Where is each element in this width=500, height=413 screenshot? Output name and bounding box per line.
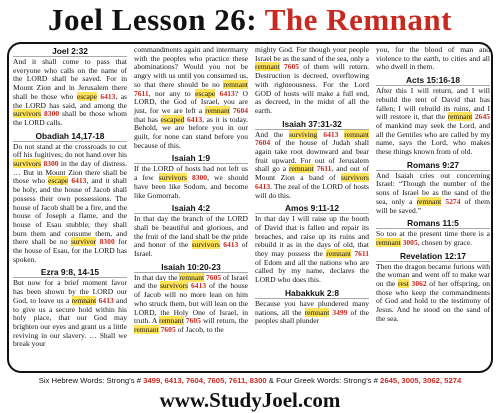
passage-text: If the LORD of hosts had not left us a few survivors 8300, we should have been like Sodom, and become like Gomorrah. <box>134 164 249 200</box>
strongs-number: 7605 <box>185 316 201 326</box>
passage-reference: Ezra 9:8, 14-15 <box>13 267 127 278</box>
passage-text: In that day the branch of the LORD shall be beautiful and glorious, and the fruit of the land shall be the pride and honor of the survivors 6413 of Israel. <box>134 214 248 259</box>
strongs-number: 6413 <box>98 295 114 305</box>
lesson-title <box>0 3 500 37</box>
highlighted-keyword: survivors <box>340 173 369 183</box>
column-2 <box>134 46 248 338</box>
highlighted-keyword: remnant <box>205 105 230 115</box>
strongs-number: 7605 <box>206 272 222 282</box>
highlighted-keyword: escaped <box>160 114 185 124</box>
passage-reference: Amos 9:11-12 <box>255 203 369 214</box>
passage-block <box>376 251 490 324</box>
strongs-number: 3499 <box>332 307 348 317</box>
strongs-number: 3005 <box>402 237 418 247</box>
strongs-number: 7611 <box>134 88 149 98</box>
highlighted-keyword: remnant <box>416 196 442 206</box>
strongs-number: 2645 <box>474 112 490 122</box>
passage-reference: Habakkuk 2:8 <box>255 288 369 299</box>
strongs-number: 6413 <box>219 88 235 98</box>
highlighted-keyword: escape <box>195 88 216 98</box>
passage-reference: Isaiah 4:2 <box>134 203 248 214</box>
strongs-number: 3062 <box>411 279 427 289</box>
passage-reference: Isaiah 10:20-23 <box>134 262 248 273</box>
passage-text: you, for the blood of man and violence to the earth, to cities and all who dwell in them. <box>376 45 490 72</box>
passage-block <box>255 203 369 285</box>
highlighted-keyword: remnant <box>134 324 159 334</box>
strongs-summary <box>0 376 500 385</box>
strongs-number: 7604 <box>255 138 271 148</box>
passage-block <box>13 267 127 349</box>
passage-block <box>255 288 369 326</box>
passage-text: Then the dragon became furious with the woman and went off to make war on the rest 3062 of her offspring, on those who keep the commandments of God and hold to the testimony of Jesus. And he stood on the sand of the sea. <box>376 261 491 323</box>
highlighted-keyword: remnant <box>447 112 473 122</box>
summary-greek-label: & Four Greek Words: Strong’s # <box>266 376 381 385</box>
highlighted-keyword: survivors <box>13 109 42 119</box>
strongs-number: 6413 <box>223 240 239 250</box>
strongs-number: 6413 <box>100 91 116 101</box>
highlighted-keyword: remnant <box>179 272 205 282</box>
summary-hebrew-label: Six Hebrew Words: Strong’s # <box>38 376 144 385</box>
passage-text: In that day the remnant 7605 of Israel and the survivors 6413 of the house of Jacob will no more lean on him who struck them, but will lean on the LORD, the Holy One of Israel, in truth. A remnant 7605 will return, the remnant 7605 of Jacob, to the <box>134 272 249 334</box>
passage-block <box>134 262 248 335</box>
passage-reference: Romans 11:5 <box>376 218 490 229</box>
strongs-number: 6413 <box>187 114 203 124</box>
passage-block <box>376 160 490 216</box>
passage-block <box>255 119 369 201</box>
highlighted-keyword: survivors <box>159 281 189 291</box>
highlighted-keyword: rest <box>398 279 409 289</box>
passage-reference: Romans 9:27 <box>376 160 490 171</box>
strongs-number: 6413 <box>191 281 207 291</box>
passage-text: And the surviving 6413 remnant 7604 of the house of Judah shall again take root downward and bear fruit upward. For out of Jerusalem shall go a remnant 7611, and out of Mount Zion a band of survivors 6413. The zeal of the LORD of hosts will do this. <box>255 129 370 200</box>
strongs-number: 7611 <box>354 249 369 259</box>
passage-text: After this I will return, and I will rebuild the tent of David that has fallen; I will rebuild its ruins, and I will restore it, that the remnant 2645 of mankind may seek the Lord, and all the Gentiles who are called by my name, says the Lord, who makes these things known from of old. <box>376 86 490 157</box>
highlighted-keyword: remnant <box>223 79 248 89</box>
column-4 <box>376 46 490 327</box>
strongs-number: 7604 <box>232 105 248 115</box>
passage-block <box>376 75 490 157</box>
passage-text: mighty God. For though your people Israel be as the sand of the sea, only a remnant 7605 of them will return. Destruction is decreed, overflowing with righteousness. For the Lord GOD of hosts will make a full end, as decreed, in the midst of all the earth. <box>255 45 369 115</box>
highlighted-keyword: survivors <box>13 159 42 169</box>
passage-text: Because you have plundered many nations, all the remnant 3499 of the peoples shall plunder <box>255 298 370 326</box>
strongs-number: 7611 <box>316 164 332 174</box>
column-1 <box>13 46 127 352</box>
passage-text: Do not stand at the crossroads to cut off his fugitives; do not hand over his survivors 8300 in the day of distress. … But in Mount Zion there shall be those who escape 6413, and it shall be holy, and the house of Jacob shall possess their own possessions. The house of Jacob shall be a fire, and the house of Joseph a flame, and the house of Esau stubble; they shall burn them and consume them, and there shall be no survivor 8300 for the house of Esau, for the LORD has spoken. <box>13 141 128 264</box>
passage-block <box>376 46 490 72</box>
strongs-number: 6413 <box>255 181 271 191</box>
summary-hebrew-numbers: 3499, 6413, 7604, 7605, 7611, 8300 <box>143 376 267 385</box>
highlighted-keyword: surviving <box>288 129 318 139</box>
highlighted-keyword: remnant <box>158 316 184 326</box>
strongs-number: 8300 <box>44 109 60 119</box>
strongs-number: 8300 <box>43 159 59 169</box>
passage-text: So too at the present time there is a remnant 3005, chosen by grace. <box>376 229 490 247</box>
highlighted-keyword: remnant <box>376 237 401 247</box>
passage-reference: Isaiah 1:9 <box>134 153 248 164</box>
passage-block <box>255 46 369 116</box>
highlighted-keyword: escape <box>76 91 97 101</box>
passage-reference: Obadiah 14,17-18 <box>13 131 127 142</box>
passage-block <box>13 46 127 128</box>
highlighted-keyword: remnant <box>71 295 97 305</box>
passage-reference: Acts 15:16-18 <box>376 75 490 86</box>
passage-reference: Isaiah 37:31-32 <box>255 119 369 130</box>
passage-text: And Isaiah cries out concerning Israel: “Though the number of the sons of Israel be as the sand of the sea, only a remnant 5274 of them will be saved.” <box>376 170 491 215</box>
title-part-1: Joel Lesson 26: <box>48 2 258 37</box>
highlighted-keyword: remnant <box>289 164 314 174</box>
website-url[interactable]: www.StudyJoel.com <box>159 388 341 412</box>
strongs-number: 8300 <box>191 173 208 183</box>
highlighted-keyword: escape <box>48 176 69 186</box>
highlighted-keyword: remnant <box>304 307 330 317</box>
highlighted-keyword: survivors <box>158 173 187 183</box>
passage-block <box>134 153 248 200</box>
passage-text: But now for a brief moment favor has been shown by the LORD our God, to leave us a remnant 6413 and to give us a secure hold within his holy place, that our God may brighten our eyes and grant us a little reviving in our slavery. … Shall we break your <box>13 278 128 349</box>
highlighted-keyword: remnant <box>326 249 351 259</box>
highlighted-keyword: survivors <box>191 240 220 250</box>
strongs-number: 6413 <box>323 129 339 139</box>
summary-greek-numbers: 2645, 3005, 3062, 5274 <box>380 376 462 385</box>
passage-text: And it shall come to pass that everyone who calls on the name of the LORD shall be saved. For in Mount Zion and in Jerusalem there shall be those who escape 6413, as the LORD has said, and among the survivors 8300 shall be those whom the LORD calls. <box>13 57 127 127</box>
passage-block <box>134 203 248 259</box>
passage-reference: Revelation 12:17 <box>376 251 490 262</box>
highlighted-keyword: remnant <box>344 129 369 139</box>
passage-text: commandments again and intermarry with the peoples who practice these abominations? Would you not be angry with us until you consumed us, so that there should be no remnant 7611, nor any to escape 6413? O LORD, the God of Israel, you are just, for we are left a remnant 7604 that has escaped 6413, as it is today. Behold, we are before you in our guilt, for none can stand before you because of this. <box>134 45 249 150</box>
strongs-number: 6413 <box>71 176 87 186</box>
column-3 <box>255 46 369 329</box>
passage-block <box>13 131 127 265</box>
strongs-number: 7605 <box>160 324 176 334</box>
passage-block <box>134 46 248 150</box>
strongs-number: 7605 <box>283 62 300 72</box>
title-part-2: The Remnant <box>264 2 452 37</box>
scripture-panel <box>7 42 493 373</box>
highlighted-keyword: survivor <box>70 237 97 247</box>
strongs-number: 5274 <box>445 196 461 206</box>
passage-block <box>376 218 490 247</box>
passage-reference: Joel 2:32 <box>13 46 127 57</box>
passage-text: In that day I will raise up the booth of David that is fallen and repair its breaches, and raise up its ruins and rebuild it as in the days of old, that they may possess the remnant 7611 of Edom and all the nations who are called by my name, declares the LORD who does this. <box>255 214 369 285</box>
strongs-number: 8300 <box>99 237 115 247</box>
highlighted-keyword: remnant <box>255 62 280 72</box>
